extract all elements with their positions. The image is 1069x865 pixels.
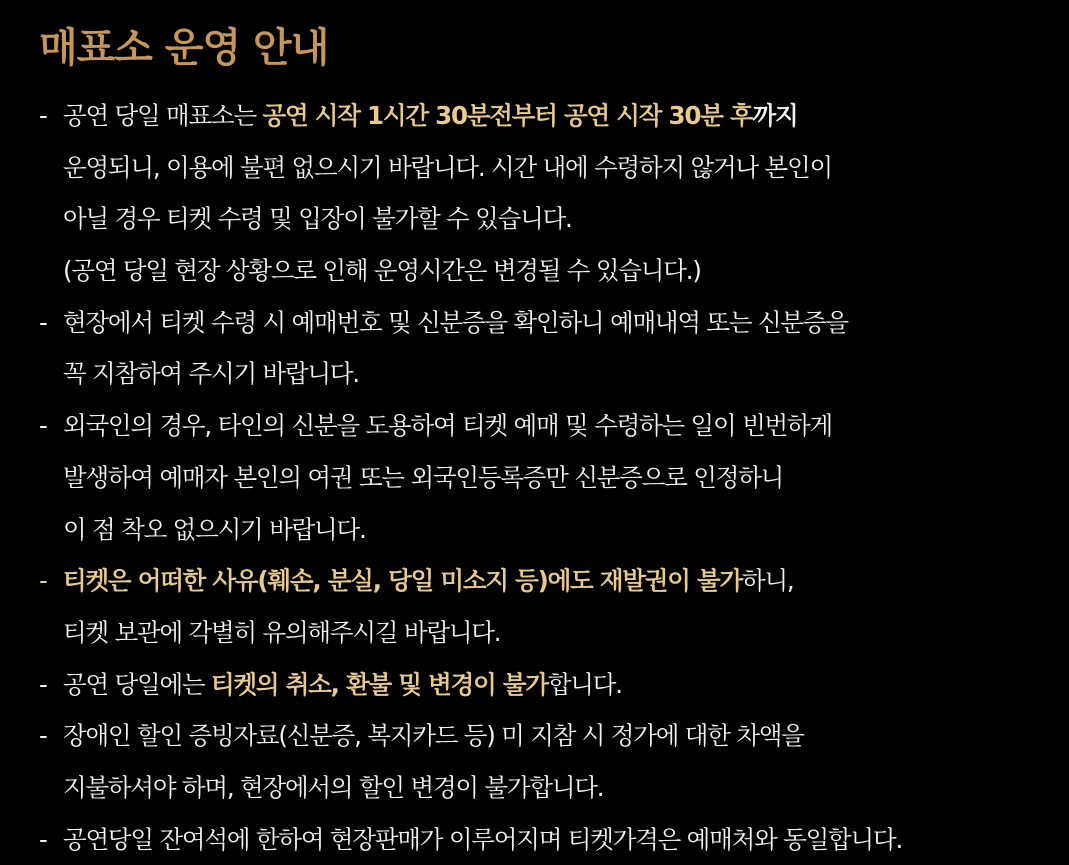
bullet-dash: - (39, 824, 47, 854)
highlighted-text: 공연 시작 1시간 30분전부터 공연 시작 30분 후 (262, 101, 753, 130)
notice-text: 공연 당일에는 (63, 669, 211, 699)
notice-item-continuation-line (39, 348, 1049, 400)
notice-text: (공연 당일 현장 상황으로 인해 운영시간은 변경될 수 있습니다.) (63, 256, 701, 286)
notice-item (39, 297, 1049, 400)
notice-item (39, 710, 1049, 813)
notice-text: 까지 (752, 101, 798, 130)
notice-text: 공연당일 잔여석에 한하여 현장판매가 이루어지며 티켓가격은 예매처와 동일합니다. (63, 824, 903, 854)
bullet-dash: - (39, 101, 47, 130)
bullet-dash: - (39, 566, 47, 596)
notice-item-continuation-line (39, 452, 1049, 504)
notice-item (39, 90, 1049, 297)
notice-text: 현장에서 티켓 수령 시 예매번호 및 신분증을 확인하니 예매내역 또는 신분증을 (63, 307, 848, 337)
notice-item (39, 400, 1049, 555)
notice-item-first-line (39, 555, 1049, 607)
notice-item-first-line (39, 710, 1049, 762)
notice-text: 티켓 보관에 각별히 유의해주시길 바랍니다. (63, 617, 501, 647)
notice-title: 매표소 운영 안내 (39, 25, 329, 71)
notice-item-continuation-line (39, 762, 1049, 814)
notice-text: 합니다. (547, 669, 622, 699)
notice-text: 발생하여 예매자 본인의 여권 또는 외국인등록증만 신분증으로 인정하니 (63, 462, 784, 492)
highlighted-text: 티켓의 취소, 환불 및 변경이 불가 (210, 669, 548, 699)
notice-item-first-line (39, 814, 1049, 865)
notice-item-first-line (39, 297, 1049, 349)
notice-item-continuation-line (39, 504, 1049, 556)
notice-item (39, 659, 1049, 711)
notice-item-continuation-line (39, 607, 1049, 659)
notice-list (39, 90, 1049, 865)
notice-text: 공연 당일 매표소는 (63, 101, 263, 130)
notice-text: 지불하셔야 하며, 현장에서의 할인 변경이 불가합니다. (63, 772, 604, 802)
notice-item-continuation-line (39, 142, 1049, 194)
notice-text: 이 점 착오 없으시기 바랍니다. (63, 514, 366, 544)
bullet-dash: - (39, 721, 47, 751)
notice-text: 장애인 할인 증빙자료(신분증, 복지카드 등) 미 지참 시 정가에 대한 차액을 (63, 721, 804, 751)
notice-item-continuation-line (39, 245, 1049, 297)
notice-text: 하니, (742, 566, 794, 596)
bullet-dash: - (39, 669, 47, 699)
notice-text: 아닐 경우 티켓 수령 및 입장이 불가할 수 있습니다. (63, 204, 572, 234)
notice-text: 외국인의 경우, 타인의 신분을 도용하여 티켓 예매 및 수령하는 일이 빈번하게 (63, 411, 832, 441)
notice-item-first-line (39, 90, 1049, 142)
notice-item (39, 814, 1049, 865)
notice-text: 꼭 지참하여 주시기 바랍니다. (63, 359, 359, 389)
highlighted-text: 티켓은 어떠한 사유(훼손, 분실, 당일 미소지 등)에도 재발권이 불가 (63, 566, 742, 596)
notice-item-first-line (39, 400, 1049, 452)
bullet-dash: - (39, 307, 47, 337)
notice-item-continuation-line (39, 193, 1049, 245)
notice-item (39, 555, 1049, 658)
notice-text: 운영되니, 이용에 불편 없으시기 바랍니다. 시간 내에 수령하지 않거나 본인이 (63, 152, 832, 182)
notice-item-first-line (39, 659, 1049, 711)
bullet-dash: - (39, 411, 47, 441)
